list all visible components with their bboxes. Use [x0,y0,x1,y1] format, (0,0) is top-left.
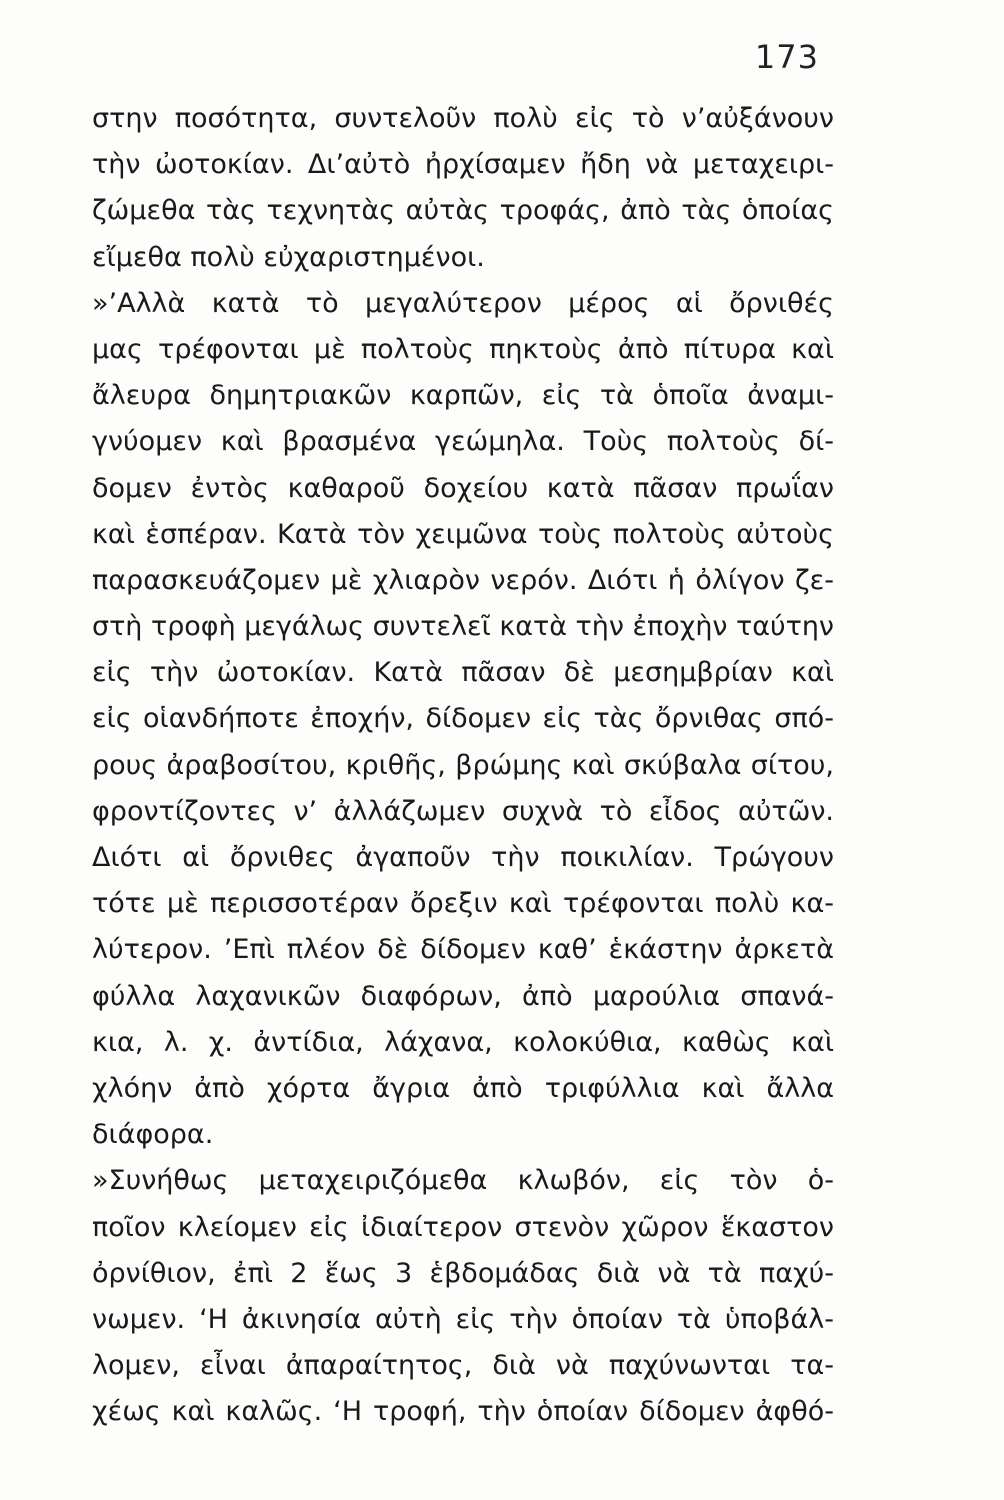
text-line: φύλλα λαχανικῶν διαφόρων, ἀπὸ μαρούλια σπανά- [92,980,834,1012]
text-line: ζώμεθα τὰς τεχνητὰς αὐτὰς τροφάς, ἀπὸ τὰς ὁποίας [92,195,834,227]
text-line: Διότι αἱ ὄρνιθες ἀγαποῦν τὴν ποικιλίαν. Τρώγουν [92,842,834,873]
text-line: λομεν, εἶναι ἀπαραίτητος, διὰ νὰ παχύνωνται τα- [92,1350,834,1382]
body-text [92,96,834,1435]
text-line: »’Αλλὰ κατὰ τὸ μεγαλύτερον μέρος αἱ ὄρνιθές [92,287,834,319]
page-number: 173 [754,38,819,76]
text-line: λύτερον. ’Επὶ πλέον δὲ δίδομεν καθ’ ἑκάστην ἀρκετὰ [92,934,834,966]
text-line: στὴ τροφὴ μεγάλως συντελεῖ κατὰ τὴν ἐποχὴν ταύτην [92,611,834,643]
text-line: τότε μὲ περισσοτέραν ὄρεξιν καὶ τρέφονται πολὺ κα- [92,888,834,920]
text-line: ρους ἀραβοσίτου, κριθῆς, βρώμης καὶ σκύβαλα σίτου, [92,749,834,781]
text-line: δομεν ἐντὸς καθαροῦ δοχείου κατὰ πᾶσαν πρωΐαν [92,472,834,504]
text-line: γνύομεν καὶ βρασμένα γεώμηλα. Τοὺς πολτοὺς δί- [92,426,834,458]
text-line: διάφορα. [92,1119,214,1151]
text-line: εἰς οἱανδήποτε ἐποχήν, δίδομεν εἰς τὰς ὄρνιθας σπό- [92,703,834,735]
text-line: εἰς τὴν ὠοτοκίαν. Κατὰ πᾶσαν δὲ μεσημβρίαν καὶ [92,657,834,689]
text-line: χλόην ἀπὸ χόρτα ἄγρια ἀπὸ τριφύλλια καὶ ἄλλα [92,1072,834,1104]
text-line: ἄλευρα δημητριακῶν καρπῶν, εἰς τὰ ὁποῖα ἀναμι- [92,380,834,412]
text-line: νωμεν. ‘Η ἀκινησία αὐτὴ εἰς τὴν ὁποίαν τὰ ὑποβάλ- [92,1303,834,1335]
text-line: εἴμεθα πολὺ εὐχαριστημένοι. [92,241,485,273]
text-line: ποῖον κλείομεν εἰς ἰδιαίτερον στενὸν χῶρον ἕκαστον [92,1211,834,1243]
text-line: κια, λ. χ. ἀντίδια, λάχανα, κολοκύθια, καθὼς καὶ [92,1026,834,1058]
text-line: τὴν ὠοτοκίαν. Δι’αὐτὸ ἠρχίσαμεν ἤδη νὰ μεταχειρι- [92,149,834,181]
text-line: ὀρνίθιον, ἐπὶ 2 ἕως 3 ἑβδομάδας διὰ νὰ τὰ παχύ- [92,1257,834,1289]
text-line: μας τρέφονται μὲ πολτοὺς πηκτοὺς ἀπὸ πίτυρα καὶ [92,333,834,365]
text-line: φροντίζοντες ν’ ἀλλάζωμεν συχνὰ τὸ εἶδος αὐτῶν. [92,795,834,827]
text-line: χέως καὶ καλῶς. ‘Η τροφή, τὴν ὁποίαν δίδομεν ἀφθό- [92,1396,834,1428]
text-line: παρασκευάζομεν μὲ χλιαρὸν νερόν. Διότι ἡ ὀλίγον ζε- [92,564,834,596]
text-line: καὶ ἑσπέραν. Κατὰ τὸν χειμῶνα τοὺς πολτοὺς αὐτοὺς [92,518,834,550]
text-line: στην ποσότητα, συντελοῦν πολὺ εἰς τὸ ν’αὐξάνουν [92,103,834,134]
text-line: »Συνήθως μεταχειριζόμεθα κλωβόν, εἰς τὸν ὁ- [92,1165,834,1197]
